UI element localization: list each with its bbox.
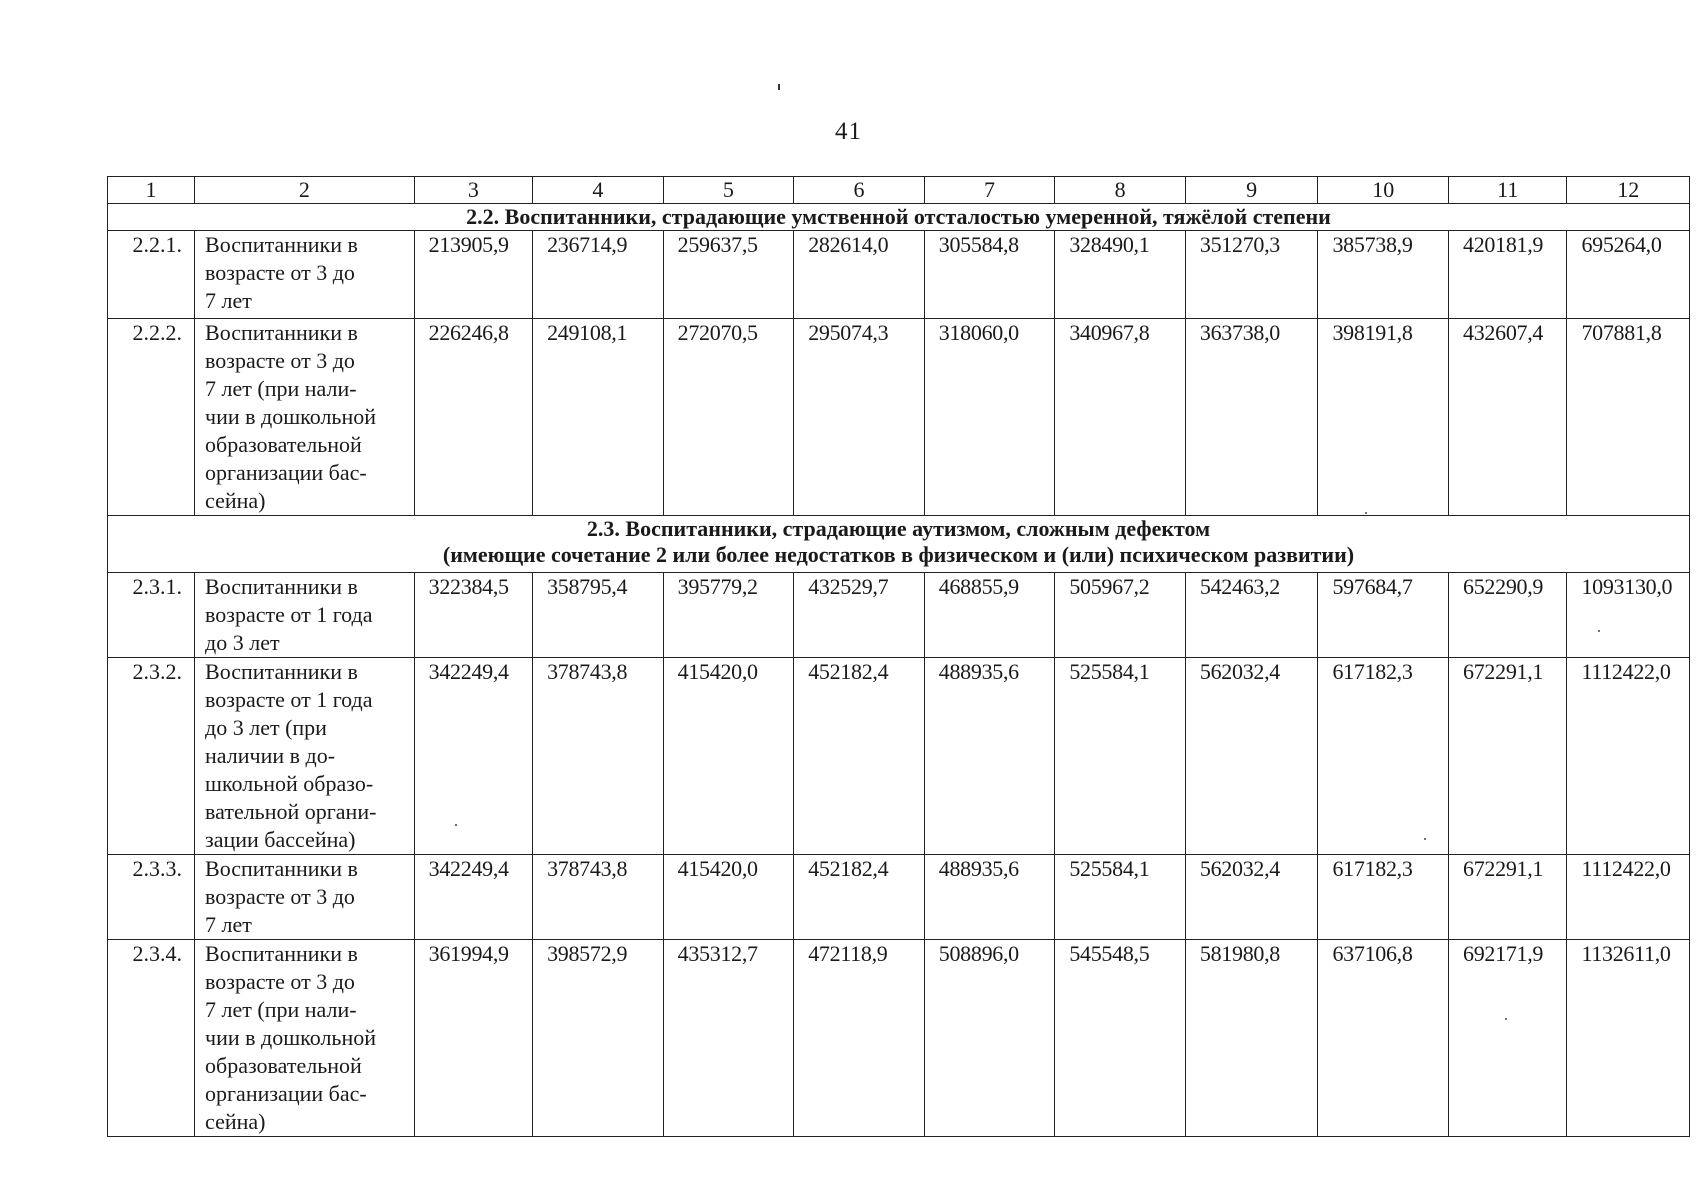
column-header: 1 [108, 177, 195, 204]
row-number: 2.3.2. [108, 658, 195, 855]
description-line: возрасте от 3 до [205, 348, 355, 373]
description-line: Воспитанники в [205, 659, 358, 684]
description-line: до 3 лет [205, 630, 280, 655]
value-cell: 525584,1 [1055, 855, 1186, 940]
column-header: 10 [1318, 177, 1449, 204]
scan-speck [1365, 512, 1367, 514]
column-header: 7 [924, 177, 1055, 204]
table-row [108, 319, 1690, 516]
description-line: 7 лет [205, 288, 252, 313]
value-cell: 1132611,0 [1567, 940, 1690, 1137]
value-cell: 432529,7 [794, 573, 925, 658]
scan-speck [1598, 630, 1600, 632]
description-line: образовательной [205, 1053, 362, 1078]
description-line: вательной органи- [205, 799, 377, 824]
value-cell: 282614,0 [794, 231, 925, 319]
value-cell: 398191,8 [1318, 319, 1449, 516]
description-line: школьной образо- [205, 771, 374, 796]
row-description [195, 319, 415, 516]
value-cell: 272070,5 [663, 319, 794, 516]
description-line: Воспитанники в [205, 320, 358, 345]
value-cell: 488935,6 [924, 658, 1055, 855]
value-cell: 398572,9 [533, 940, 664, 1137]
row-number: 2.2.2. [108, 319, 195, 516]
description-line: возрасте от 1 года [205, 687, 373, 712]
scan-speck [455, 824, 457, 826]
row-description [195, 573, 415, 658]
value-cell: 295074,3 [794, 319, 925, 516]
row-number: 2.2.1. [108, 231, 195, 319]
description-line: 7 лет (при нали- [205, 376, 357, 401]
description-line: образовательной [205, 432, 362, 457]
value-cell: 505967,2 [1055, 573, 1186, 658]
value-cell: 342249,4 [414, 658, 532, 855]
table-row [108, 940, 1690, 1137]
table-row [108, 658, 1690, 855]
value-cell: 432607,4 [1449, 319, 1567, 516]
description-line: сейна) [205, 1109, 266, 1134]
value-cell: 351270,3 [1185, 231, 1318, 319]
description-line: зации бассейна) [205, 827, 356, 852]
value-cell: 597684,7 [1318, 573, 1449, 658]
table-row [108, 573, 1690, 658]
scan-speck [778, 84, 780, 90]
description-line: сейна) [205, 488, 266, 513]
column-header: 2 [195, 177, 415, 204]
value-cell: 328490,1 [1055, 231, 1186, 319]
value-cell: 581980,8 [1185, 940, 1318, 1137]
description-line: возрасте от 3 до [205, 969, 355, 994]
row-number: 2.3.4. [108, 940, 195, 1137]
value-cell: 435312,7 [663, 940, 794, 1137]
value-cell: 415420,0 [663, 658, 794, 855]
row-description [195, 855, 415, 940]
value-cell: 1112422,0 [1567, 855, 1690, 940]
section-title-line: 2.3. Воспитанники, страдающие аутизмом, сложным дефектом [586, 516, 1211, 541]
description-line: 7 лет (при нали- [205, 997, 357, 1022]
page-number: 41 [835, 118, 862, 145]
value-cell: 378743,8 [533, 855, 664, 940]
value-cell: 707881,8 [1567, 319, 1690, 516]
row-description [195, 658, 415, 855]
column-header: 3 [414, 177, 532, 204]
table-row [108, 231, 1690, 319]
value-cell: 525584,1 [1055, 658, 1186, 855]
column-header: 5 [663, 177, 794, 204]
value-cell: 213905,9 [414, 231, 532, 319]
row-description [195, 231, 415, 319]
description-line: наличии в до- [205, 743, 336, 768]
section-heading [108, 204, 1690, 231]
column-header: 4 [533, 177, 664, 204]
data-table [107, 176, 1690, 1137]
section-heading [108, 516, 1690, 573]
value-cell: 562032,4 [1185, 658, 1318, 855]
value-cell: 1093130,0 [1567, 573, 1690, 658]
value-cell: 672291,1 [1449, 855, 1567, 940]
value-cell: 672291,1 [1449, 658, 1567, 855]
value-cell: 472118,9 [794, 940, 925, 1137]
value-cell: 249108,1 [533, 319, 664, 516]
value-cell: 637106,8 [1318, 940, 1449, 1137]
description-line: Воспитанники в [205, 574, 358, 599]
value-cell: 652290,9 [1449, 573, 1567, 658]
value-cell: 361994,9 [414, 940, 532, 1137]
scan-speck [1424, 838, 1426, 840]
section-title-line: (имеющие сочетание 2 или более недостатков в физическом и (или) психическом развитии) [442, 542, 1355, 567]
description-line: возрасте от 3 до [205, 260, 355, 285]
description-line: чии в дошкольной [205, 404, 377, 429]
value-cell: 468855,9 [924, 573, 1055, 658]
value-cell: 692171,9 [1449, 940, 1567, 1137]
value-cell: 562032,4 [1185, 855, 1318, 940]
value-cell: 695264,0 [1567, 231, 1690, 319]
description-line: организации бас- [205, 460, 367, 485]
description-line: Воспитанники в [205, 941, 358, 966]
value-cell: 340967,8 [1055, 319, 1186, 516]
value-cell: 542463,2 [1185, 573, 1318, 658]
value-cell: 452182,4 [794, 855, 925, 940]
description-line: чии в дошкольной [205, 1025, 377, 1050]
column-header: 11 [1449, 177, 1567, 204]
value-cell: 415420,0 [663, 855, 794, 940]
row-description [195, 940, 415, 1137]
row-number: 2.3.3. [108, 855, 195, 940]
description-line: возрасте от 1 года [205, 602, 373, 627]
value-cell: 305584,8 [924, 231, 1055, 319]
column-header: 8 [1055, 177, 1186, 204]
description-line: Воспитанники в [205, 856, 358, 881]
value-cell: 322384,5 [414, 573, 532, 658]
scan-speck [1505, 1018, 1507, 1020]
value-cell: 378743,8 [533, 658, 664, 855]
row-number: 2.3.1. [108, 573, 195, 658]
value-cell: 259637,5 [663, 231, 794, 319]
section-heading-row [108, 204, 1690, 231]
column-header-row [108, 177, 1690, 204]
description-line: до 3 лет (при [205, 715, 327, 740]
description-line: организации бас- [205, 1081, 367, 1106]
value-cell: 545548,5 [1055, 940, 1186, 1137]
value-cell: 452182,4 [794, 658, 925, 855]
value-cell: 342249,4 [414, 855, 532, 940]
description-line: Воспитанники в [205, 232, 358, 257]
section-heading-row [108, 516, 1690, 573]
description-line: 7 лет [205, 912, 252, 937]
column-header: 9 [1185, 177, 1318, 204]
value-cell: 395779,2 [663, 573, 794, 658]
value-cell: 617182,3 [1318, 658, 1449, 855]
value-cell: 236714,9 [533, 231, 664, 319]
table-row [108, 855, 1690, 940]
value-cell: 385738,9 [1318, 231, 1449, 319]
value-cell: 617182,3 [1318, 855, 1449, 940]
value-cell: 420181,9 [1449, 231, 1567, 319]
value-cell: 488935,6 [924, 855, 1055, 940]
column-header: 12 [1567, 177, 1690, 204]
section-title-line: 2.2. Воспитанники, страдающие умственной отсталостью умеренной, тяжёлой степени [466, 204, 1331, 229]
value-cell: 226246,8 [414, 319, 532, 516]
description-line: возрасте от 3 до [205, 884, 355, 909]
value-cell: 363738,0 [1185, 319, 1318, 516]
value-cell: 358795,4 [533, 573, 664, 658]
column-header: 6 [794, 177, 925, 204]
value-cell: 318060,0 [924, 319, 1055, 516]
value-cell: 1112422,0 [1567, 658, 1690, 855]
value-cell: 508896,0 [924, 940, 1055, 1137]
